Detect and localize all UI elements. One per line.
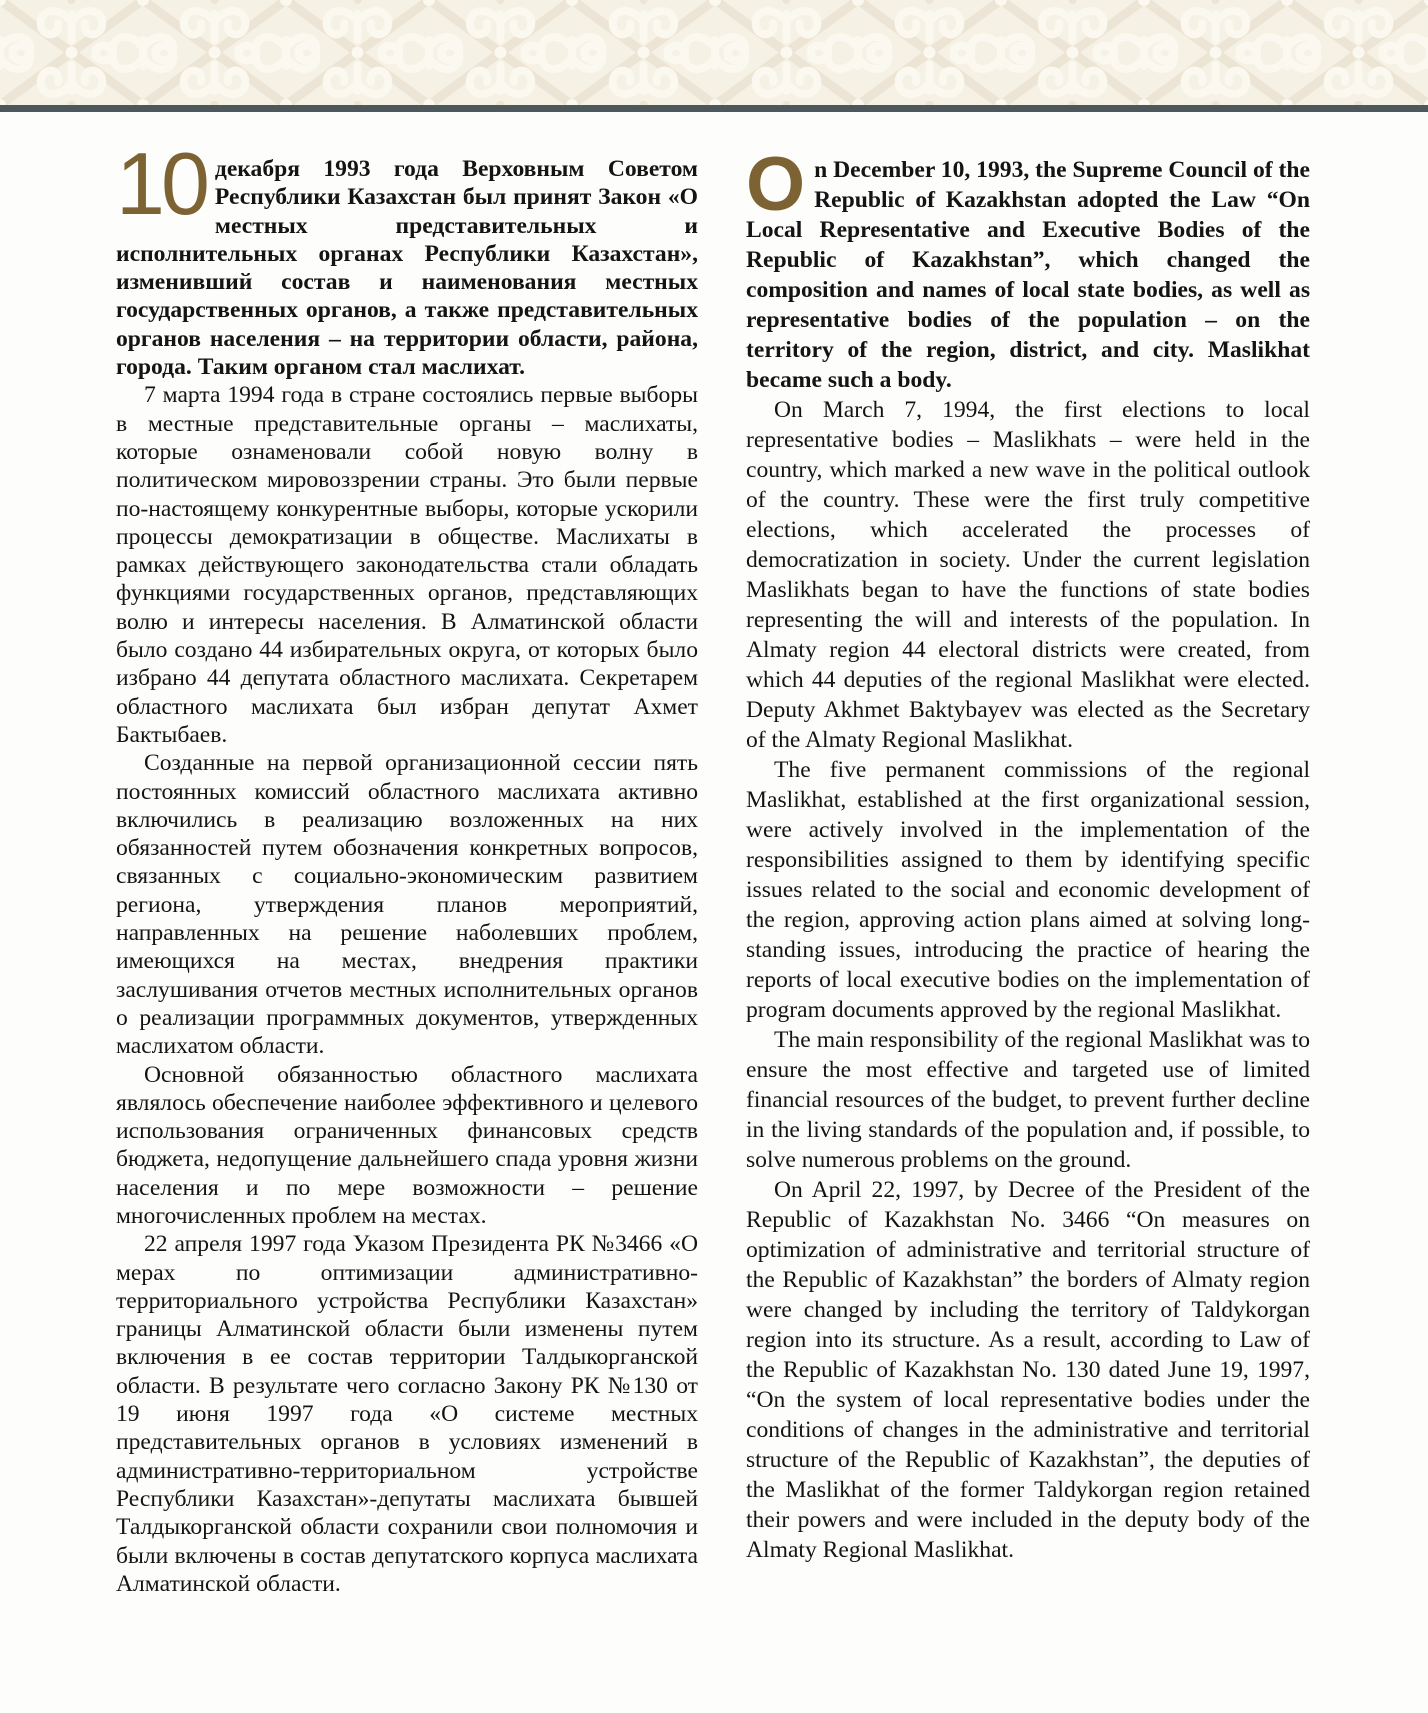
paragraph: 7 марта 1994 года в стране состоялись первые выборы в местные представительные органы – маслихаты, которые ознаменовали собой новую волну в политическом мировоззрении страны. Это были первые по-настоящему конкурентные выборы, которые ускорили процессы демократизации в обществе. Маслихаты в рамках действующего законодательства стали обладать функциями государственных органов, представляющих волю и интересы населения. В Алматинской области было создано 44 избирательных округа, от которых было избрано 44 депутата областного маслихата. Секретарем областного маслихата был избран депутат Ахмет Бактыбаев.	[116, 382, 698, 748]
paragraph: Основной обязанностью областного маслихата являлось обеспечение наиболее эффективного и целевого использования ограниченных финансовых средств бюджета, недопущение дальнейшего спада уровня жизни населения и по мере возможности – решение многочисленных проблем на местах.	[116, 1061, 698, 1229]
column-english	[746, 142, 1310, 1598]
drop-cap-en: O	[746, 142, 806, 227]
lead-paragraph-en	[746, 142, 1310, 395]
kazakh-ornament-pattern	[0, 0, 1428, 105]
lead-text-en: n December 10, 1993, the Supreme Council of the Republic of Kazakhstan adopted the Law “On Local Representative and Executive Bodies of the Republic of Kazakhstan”, which changed the composition and names of local state bodies, as well as representative bodies of the population – on the territory of the region, district, and city. Maslikhat became such a body.	[746, 157, 1310, 393]
paragraph: On April 22, 1997, by Decree of the President of the Republic of Kazakhstan No. 3466 “On measures on optimization of administrative and territorial structure of the Republic of Kazakhstan” the borders of Almaty region were changed by including the territory of Taldykorgan region into its structure. As a result, according to Law of the Republic of Kazakhstan No. 130 dated June 19, 1997, “On the system of local representative bodies under the conditions of changes in the administrative and territorial structure of the Republic of Kazakhstan”, the deputies of the Maslikhat of the former Taldykorgan region retained their powers and were included in the deputy body of the Almaty Regional Maslikhat.	[746, 1177, 1310, 1563]
ornament-band	[0, 0, 1428, 105]
paragraph: The five permanent commissions of the regional Maslikhat, established at the first organizational session, were actively involved in the implementation of the responsibilities assigned to them by identifying specific issues related to the social and economic development of the region, approving action plans aimed at solving long-standing issues, introducing the practice of hearing the reports of local executive bodies on the implementation of program documents approved by the regional Maslikhat.	[746, 757, 1310, 1023]
paragraph: Созданные на первой организационной сессии пять постоянных комиссий областного маслихата активно включились в реализацию возложенных на них обязанностей путем обозначения конкретных вопросов, связанных с социально-экономическим развитием региона, утверждения планов мероприятий, направленных на решение наболевших проблем, имеющихся на местах, внедрения практики заслушивания отчетов местных исполнительных органов о реализации программных документов, утвержденных маслихатом области.	[116, 750, 698, 1060]
divider-rule	[0, 105, 1428, 112]
drop-cap-ru: 10	[116, 134, 206, 233]
lead-text-ru: декабря 1993 года Верховным Советом Республики Казахстан был принят Закон «О местных представительных и исполнительных органах Республики Казахстан», изменивший состав и наименования местных государственных органов, а также представительных органов населения – на территории области, района, города. Таким органом стал маслихат.	[116, 156, 698, 381]
column-russian	[116, 134, 698, 1598]
paragraph: On March 7, 1994, the first elections to local representative bodies – Maslikhats – were held in the country, which marked a new wave in the political outlook of the country. These were the first truly competitive elections, which accelerated the processes of democratization in society. Under the current legislation Maslikhats began to have the functions of state bodies representing the will and interests of the population. In Almaty region 44 electoral districts were created, from which 44 deputies of the regional Maslikhat were elected. Deputy Akhmet Baktybayev was elected as the Secretary of the Almaty Regional Maslikhat.	[746, 397, 1310, 753]
paragraph: 22 апреля 1997 года Указом Президента РК №3466 «О мерах по оптимизации административно-территориального устройства Республики Казахстан» границы Алматинской области были изменены путем включения в ее состав территории Талдыкорганской области. В результате чего согласно Закону РК №130 от 19 июня 1997 года «О системе местных представительных органов в условиях изменений в административно-территориальном устройстве Республики Казахстан»-депутаты маслихата бывшей Талдыкорганской области сохранили свои полномочия и были включены в состав депутатского корпуса маслихата Алматинской области.	[116, 1231, 698, 1597]
article	[0, 112, 1428, 1598]
paragraph: The main responsibility of the regional Maslikhat was to ensure the most effective and targeted use of limited financial resources of the budget, to prevent further decline in the living standards of the population and, if possible, to solve numerous problems on the ground.	[746, 1027, 1310, 1173]
lead-paragraph-ru	[116, 134, 698, 381]
